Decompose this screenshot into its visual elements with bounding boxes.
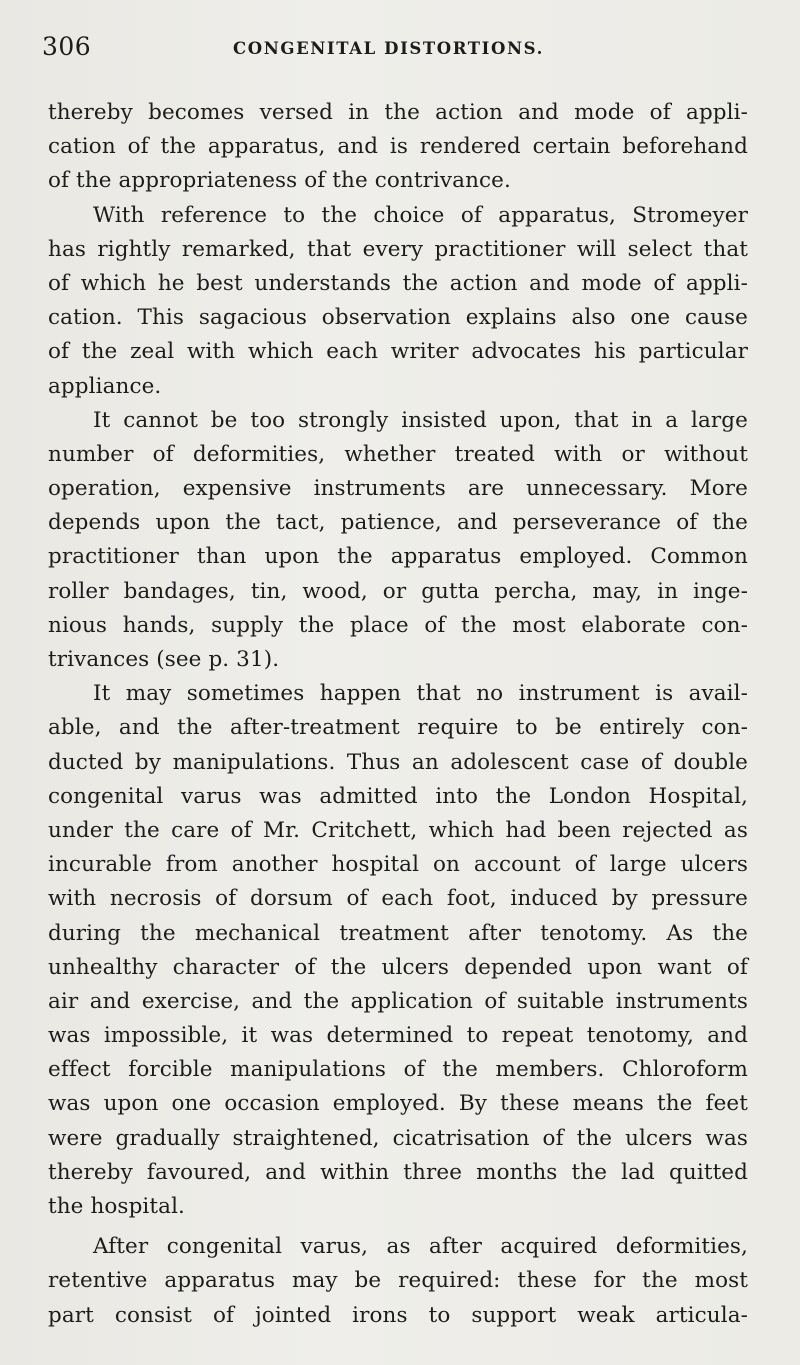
text-line: nious hands, supply the place of the most elaborate con- — [48, 612, 748, 638]
text-line: the hospital. — [48, 1194, 185, 1219]
text-line: unhealthy character of the ulcers depended upon want of — [48, 954, 748, 980]
text-line: able, and the after-treatment require to be entirely con- — [48, 715, 748, 741]
text-line: thereby favoured, and within three months the lad quitted — [48, 1159, 748, 1185]
text-line: cation of the apparatus, and is rendered certain beforehand — [48, 134, 748, 160]
text-line: has rightly remarked, that every practitioner will select that — [48, 236, 748, 262]
text-line: were gradually straightened, cicatrisation of the ulcers was — [48, 1125, 748, 1151]
text-line: roller bandages, tin, wood, or gutta percha, may, in inge- — [48, 578, 748, 604]
text-line: It may sometimes happen that no instrument is avail- — [93, 681, 748, 707]
text-line: cation. This sagacious observation explains also one cause — [48, 305, 748, 331]
page-header — [40, 32, 760, 66]
text-line: trivances (see p. 31). — [48, 647, 280, 672]
text-line: of the appropriateness of the contrivance. — [48, 168, 511, 194]
text-line: ducted by manipulations. Thus an adolescent case of double — [48, 749, 748, 775]
text-line: number of deformities, whether treated with or without — [48, 441, 748, 467]
text-line: operation, expensive instruments are unnecessary. More — [48, 476, 748, 502]
text-line: effect forcible manipulations of the members. Chloroform — [48, 1057, 748, 1083]
text-line: retentive apparatus may be required: these for the most — [48, 1268, 748, 1294]
text-line: With reference to the choice of apparatus, Stromeyer — [93, 202, 748, 228]
text-line: incurable from another hospital on account of large ulcers — [48, 852, 748, 878]
text-line: was upon one occasion employed. By these means the feet — [48, 1091, 748, 1117]
text-line: of the zeal with which each writer advocates his particular — [48, 339, 748, 365]
text-line: appliance. — [48, 373, 162, 399]
text-line: congenital varus was admitted into the London Hospital, — [48, 783, 748, 809]
text-line: air and exercise, and the application of suitable instruments — [48, 988, 748, 1014]
body-text — [48, 96, 748, 1333]
page-number: 306 — [42, 32, 92, 61]
text-line: depends upon the tact, patience, and perseverance of the — [48, 510, 748, 536]
text-line: After congenital varus, as after acquired deformities, — [93, 1234, 748, 1260]
running-title: CONGENITAL DISTORTIONS. — [233, 39, 544, 58]
text-line: with necrosis of dorsum of each foot, induced by pressure — [48, 886, 748, 912]
text-line: under the care of Mr. Critchett, which had been rejected as — [48, 817, 748, 843]
text-line: It cannot be too strongly insisted upon, that in a large — [93, 407, 748, 433]
text-line: practitioner than upon the apparatus employed. Common — [48, 544, 748, 570]
text-line: of which he best understands the action and mode of appli- — [48, 270, 748, 296]
text-line: was impossible, it was determined to repeat tenotomy, and — [48, 1023, 748, 1049]
text-line: thereby becomes versed in the action and mode of appli- — [48, 100, 748, 125]
text-line: during the mechanical treatment after tenotomy. As the — [48, 920, 748, 946]
text-line: part consist of jointed irons to support weak articula- — [48, 1302, 748, 1328]
